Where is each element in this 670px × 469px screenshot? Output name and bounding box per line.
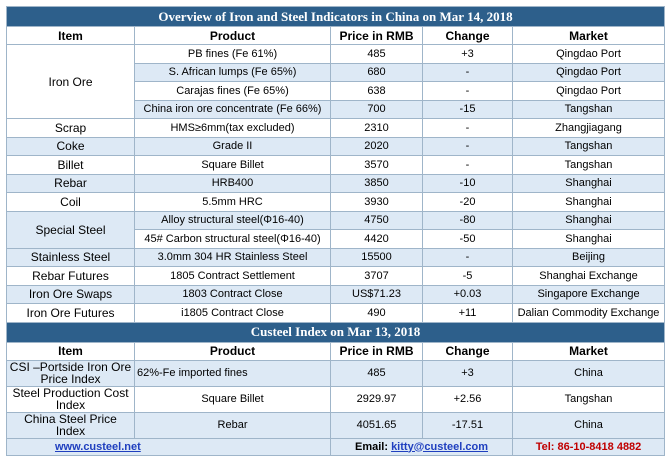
product-cell: S. African lumps (Fe 65%) xyxy=(135,63,331,82)
market-cell: Tangshan xyxy=(513,100,665,119)
product-cell: China iron ore concentrate (Fe 66%) xyxy=(135,100,331,119)
change-cell: -10 xyxy=(423,174,513,193)
tel-number: 86-10-8418 4882 xyxy=(557,440,642,453)
indicator-table-container xyxy=(6,6,664,456)
change-cell: -20 xyxy=(423,193,513,212)
price-cell: 3707 xyxy=(331,267,423,286)
price-cell: 680 xyxy=(331,63,423,82)
item-cell: Stainless Steel xyxy=(7,248,135,267)
index-change-cell: +2.56 xyxy=(423,386,513,412)
table-title: Overview of Iron and Steel Indicators in China on Mar 14, 2018 xyxy=(7,7,665,27)
price-cell: 15500 xyxy=(331,248,423,267)
market-cell: Zhangjiagang xyxy=(513,119,665,138)
header-product: Product xyxy=(135,27,331,45)
product-cell: 1805 Contract Settlement xyxy=(135,267,331,286)
index-header-price: Price in RMB xyxy=(331,342,423,360)
product-cell: Carajas fines (Fe 65%) xyxy=(135,82,331,101)
index-row xyxy=(7,386,665,412)
change-cell: -5 xyxy=(423,267,513,286)
item-cell: Coil xyxy=(7,193,135,212)
change-cell: +0.03 xyxy=(423,285,513,304)
index-header-item: Item xyxy=(7,342,135,360)
market-cell: Shanghai xyxy=(513,230,665,249)
footer-tel-cell xyxy=(513,438,665,455)
index-item-cell: China Steel Price Index xyxy=(7,412,135,438)
index-product-cell: Square Billet xyxy=(135,386,331,412)
product-cell: i1805 Contract Close xyxy=(135,304,331,323)
footer-website-cell xyxy=(7,438,331,455)
table-row xyxy=(7,304,665,323)
price-cell: 638 xyxy=(331,82,423,101)
index-market-cell: China xyxy=(513,412,665,438)
index-price-cell: 4051.65 xyxy=(331,412,423,438)
change-cell: -50 xyxy=(423,230,513,249)
website-link[interactable]: www.custeel.net xyxy=(55,440,141,453)
change-cell: - xyxy=(423,248,513,267)
item-iron-ore: Iron Ore xyxy=(7,45,135,119)
header-price: Price in RMB xyxy=(331,27,423,45)
item-cell: Iron Ore Futures xyxy=(7,304,135,323)
price-cell: 3930 xyxy=(331,193,423,212)
market-cell: Shanghai xyxy=(513,193,665,212)
table-row xyxy=(7,137,665,156)
index-row xyxy=(7,412,665,438)
index-title: Custeel Index on Mar 13, 2018 xyxy=(7,322,665,342)
product-cell: Grade II xyxy=(135,137,331,156)
index-change-cell: +3 xyxy=(423,360,513,386)
header-item: Item xyxy=(7,27,135,45)
table-row xyxy=(7,285,665,304)
index-price-cell: 485 xyxy=(331,360,423,386)
product-cell: Alloy structural steel(Φ16-40) xyxy=(135,211,331,230)
change-cell: - xyxy=(423,82,513,101)
change-cell: - xyxy=(423,156,513,175)
index-price-cell: 2929.97 xyxy=(331,386,423,412)
table-row xyxy=(7,267,665,286)
email-link[interactable]: kitty@custeel.com xyxy=(391,440,488,453)
item-cell: Iron Ore Swaps xyxy=(7,285,135,304)
email-label: Email: xyxy=(354,440,392,453)
price-cell: 4750 xyxy=(331,211,423,230)
change-cell: - xyxy=(423,137,513,156)
market-cell: Dalian Commodity Exchange xyxy=(513,304,665,323)
table-row xyxy=(7,174,665,193)
change-cell: +11 xyxy=(423,304,513,323)
change-cell: -80 xyxy=(423,211,513,230)
index-header-product: Product xyxy=(135,342,331,360)
change-cell: - xyxy=(423,63,513,82)
market-cell: Tangshan xyxy=(513,156,665,175)
market-cell: Singapore Exchange xyxy=(513,285,665,304)
market-cell: Beijing xyxy=(513,248,665,267)
price-cell: 2020 xyxy=(331,137,423,156)
index-product-cell: Rebar xyxy=(135,412,331,438)
table-row xyxy=(7,119,665,138)
index-row xyxy=(7,360,665,386)
product-cell: 45# Carbon structural steel(Φ16-40) xyxy=(135,230,331,249)
item-cell: Coke xyxy=(7,137,135,156)
footer-email-cell xyxy=(331,438,513,455)
market-cell: Tangshan xyxy=(513,137,665,156)
index-item-cell: Steel Production Cost Index xyxy=(7,386,135,412)
price-cell: 3570 xyxy=(331,156,423,175)
product-cell: HRB400 xyxy=(135,174,331,193)
market-cell: Qingdao Port xyxy=(513,82,665,101)
item-special-steel: Special Steel xyxy=(7,211,135,248)
market-cell: Shanghai xyxy=(513,211,665,230)
index-change-cell: -17.51 xyxy=(423,412,513,438)
index-header-market: Market xyxy=(513,342,665,360)
change-cell: - xyxy=(423,119,513,138)
price-cell: US$71.23 xyxy=(331,285,423,304)
product-cell: 1803 Contract Close xyxy=(135,285,331,304)
index-market-cell: Tangshan xyxy=(513,386,665,412)
price-cell: 2310 xyxy=(331,119,423,138)
item-cell: Rebar xyxy=(7,174,135,193)
index-product-cell: 62%-Fe imported fines xyxy=(135,360,331,386)
header-market: Market xyxy=(513,27,665,45)
market-cell: Qingdao Port xyxy=(513,45,665,64)
index-market-cell: China xyxy=(513,360,665,386)
item-cell: Scrap xyxy=(7,119,135,138)
footer-row xyxy=(7,438,665,455)
change-cell: -15 xyxy=(423,100,513,119)
price-cell: 700 xyxy=(331,100,423,119)
market-cell: Shanghai xyxy=(513,174,665,193)
table-row xyxy=(7,45,665,64)
market-cell: Shanghai Exchange xyxy=(513,267,665,286)
index-item-cell: CSI –Portside Iron Ore Price Index xyxy=(7,360,135,386)
item-cell: Billet xyxy=(7,156,135,175)
price-cell: 4420 xyxy=(331,230,423,249)
indicator-table xyxy=(6,6,665,456)
market-cell: Qingdao Port xyxy=(513,63,665,82)
product-cell: Square Billet xyxy=(135,156,331,175)
item-cell: Rebar Futures xyxy=(7,267,135,286)
product-cell: 3.0mm 304 HR Stainless Steel xyxy=(135,248,331,267)
product-cell: 5.5mm HRC xyxy=(135,193,331,212)
product-cell: HMS≥6mm(tax excluded) xyxy=(135,119,331,138)
index-header-change: Change xyxy=(423,342,513,360)
header-change: Change xyxy=(423,27,513,45)
price-cell: 490 xyxy=(331,304,423,323)
table-row xyxy=(7,193,665,212)
price-cell: 3850 xyxy=(331,174,423,193)
change-cell: +3 xyxy=(423,45,513,64)
tel-label: Tel: xyxy=(535,440,558,453)
table-row xyxy=(7,211,665,230)
price-cell: 485 xyxy=(331,45,423,64)
table-row xyxy=(7,156,665,175)
product-cell: PB fines (Fe 61%) xyxy=(135,45,331,64)
table-row xyxy=(7,248,665,267)
